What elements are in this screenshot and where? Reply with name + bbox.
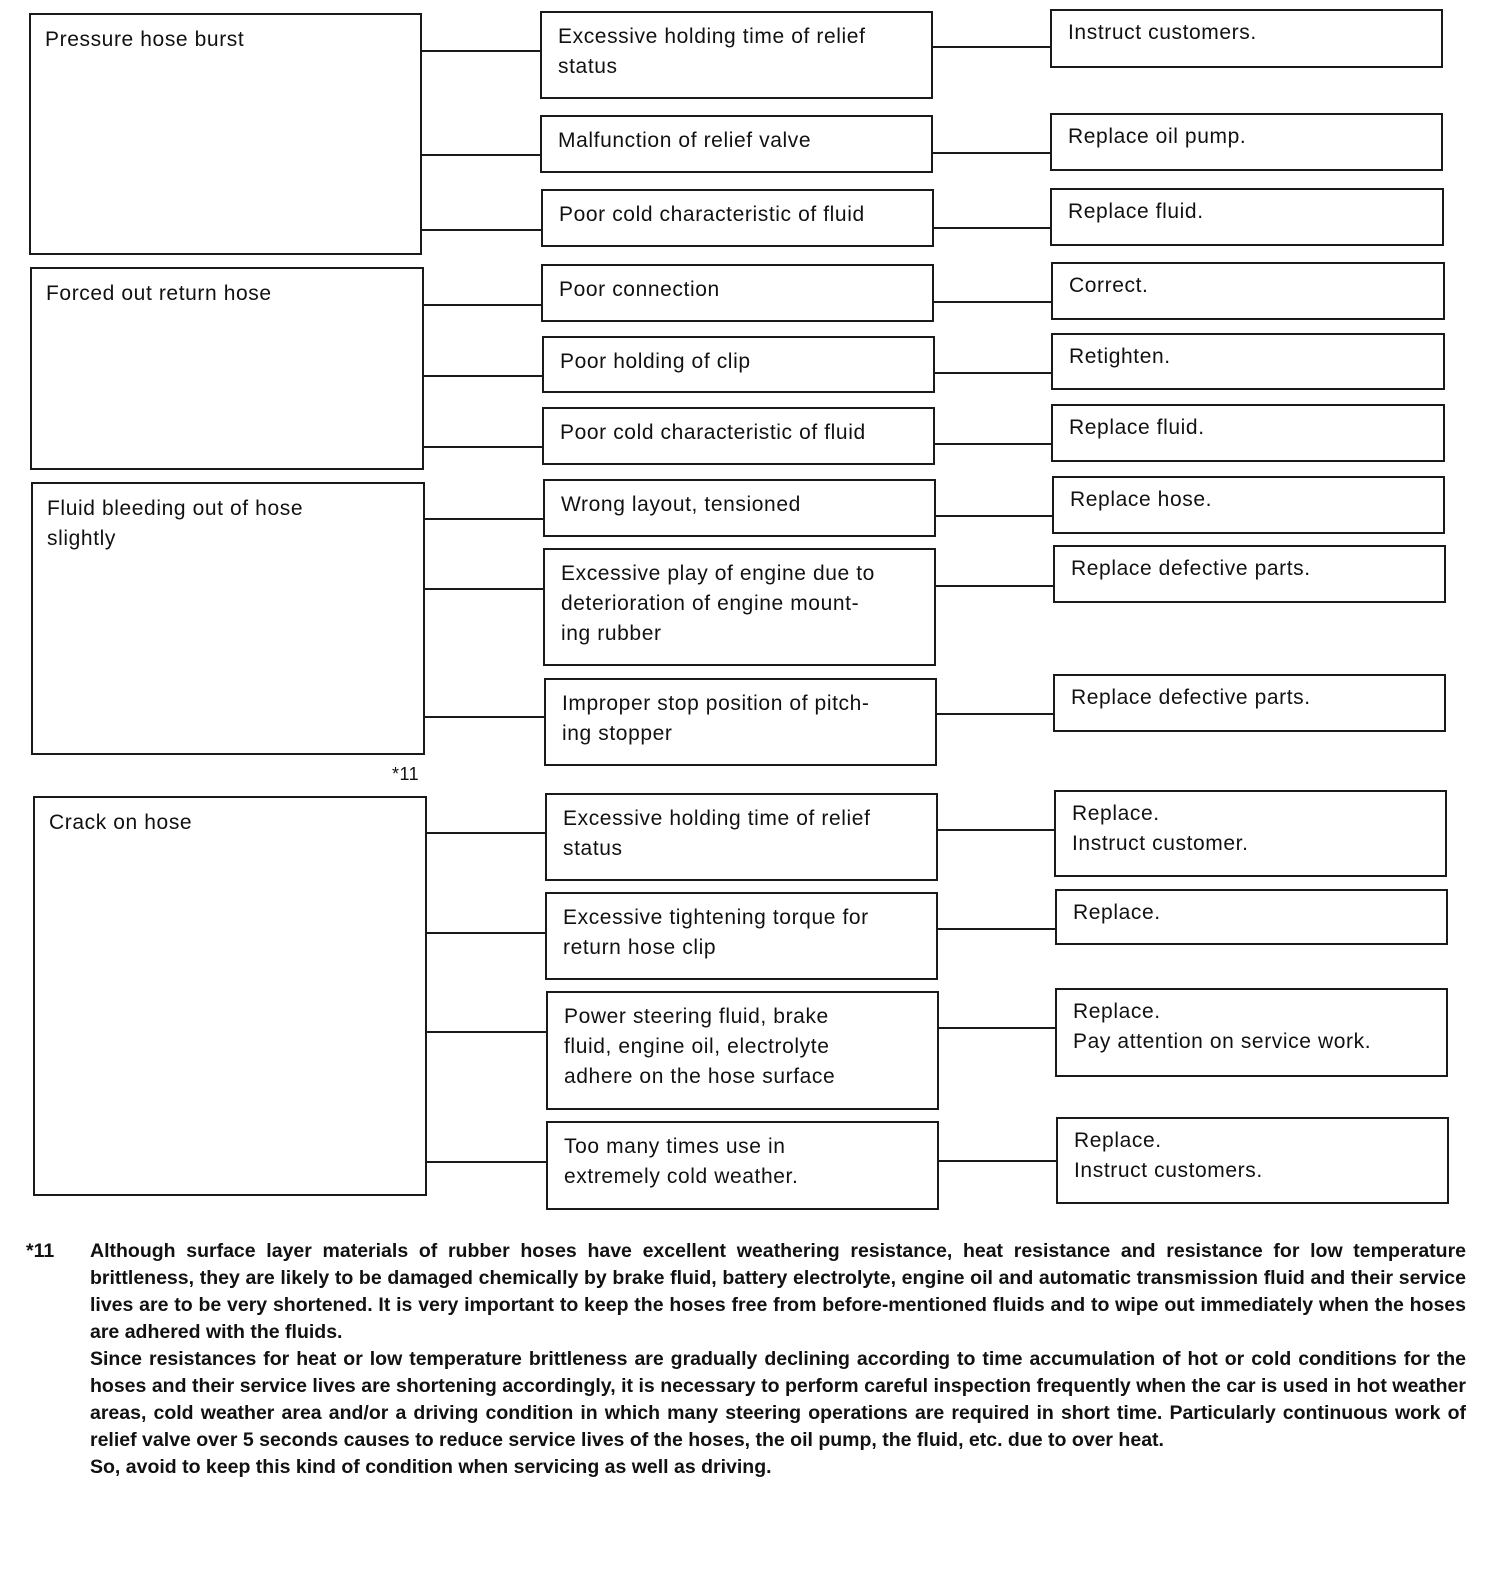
remedy-box: Replace. Pay attention on service work. bbox=[1055, 988, 1448, 1077]
cause-box: Excessive play of engine due to deterioration of engine mount- ing rubber bbox=[543, 548, 936, 666]
cause-box: Improper stop position of pitch- ing stopper bbox=[544, 678, 937, 766]
remedy-box: Replace. Instruct customer. bbox=[1054, 790, 1447, 877]
remedy-box: Replace defective parts. bbox=[1053, 674, 1446, 732]
remedy-box: Replace oil pump. bbox=[1050, 113, 1443, 171]
remedy-box: Instruct customers. bbox=[1050, 9, 1443, 68]
symptom-box-fluid-bleeding: Fluid bleeding out of hose slightly bbox=[31, 482, 425, 755]
remedy-box: Replace fluid. bbox=[1051, 404, 1445, 462]
cause-box: Excessive holding time of relief status bbox=[540, 11, 933, 99]
remedy-box: Replace hose. bbox=[1052, 476, 1445, 534]
remedy-box: Replace defective parts. bbox=[1053, 545, 1446, 603]
symptom-box-forced-out-return-hose: Forced out return hose bbox=[30, 267, 424, 470]
cause-box: Too many times use in extremely cold weather. bbox=[546, 1121, 939, 1210]
cause-box: Excessive tightening torque for return hose clip bbox=[545, 892, 938, 980]
remedy-box: Replace. bbox=[1055, 889, 1448, 945]
footnote-paragraph: So, avoid to keep this kind of condition when servicing as well as driving. bbox=[90, 1456, 772, 1478]
cause-box: Wrong layout, tensioned bbox=[543, 479, 936, 537]
cause-box: Poor holding of clip bbox=[542, 336, 935, 393]
cause-box: Excessive holding time of relief status bbox=[545, 793, 938, 881]
footnote-paragraph: Although surface layer materials of rubber hoses have excellent weathering resistance, heat resistance and resistance for low temperature brittleness, they are likely to be damaged chemically by brake fluid, battery electrolyte, engine oil and automatic transmission fluid and their service lives are to be very shortened. It is very important to keep the hoses free from before-mentioned fluids and to wipe out immediately when the hoses are adhered with the fluids. bbox=[90, 1240, 1466, 1343]
footnote-body bbox=[90, 1238, 1466, 1481]
note-reference-mark: *11 bbox=[392, 764, 420, 784]
footnote-paragraph: Since resistances for heat or low temperature brittleness are gradually declining according to time accumulation of hot or cold conditions for the hoses and their service lives are shortening accordingly, it is necessary to perform careful inspection frequently when the car is used in hot weather areas, cold weather area and/or a driving condition in which many steering operations are required in short time. Particularly continuous work of relief valve over 5 seconds causes to reduce service lives of the hoses, the oil pump, the fluid, etc. due to over heat. bbox=[90, 1348, 1466, 1451]
symptom-box-pressure-hose-burst: Pressure hose burst bbox=[29, 13, 422, 255]
cause-box: Malfunction of relief valve bbox=[540, 115, 933, 173]
footnote-marker: *11 bbox=[26, 1240, 55, 1262]
symptom-box-crack-on-hose: Crack on hose bbox=[33, 796, 427, 1196]
remedy-box: Retighten. bbox=[1051, 333, 1445, 390]
remedy-box: Replace fluid. bbox=[1050, 188, 1444, 246]
remedy-box: Correct. bbox=[1051, 262, 1445, 320]
cause-box: Poor cold characteristic of fluid bbox=[541, 189, 934, 247]
cause-box: Poor cold characteristic of fluid bbox=[542, 407, 935, 465]
remedy-box: Replace. Instruct customers. bbox=[1056, 1117, 1449, 1204]
footnote bbox=[26, 1238, 1466, 1481]
cause-box: Poor connection bbox=[541, 264, 934, 322]
cause-box: Power steering fluid, brake fluid, engine oil, electrolyte adhere on the hose surface bbox=[546, 991, 939, 1110]
